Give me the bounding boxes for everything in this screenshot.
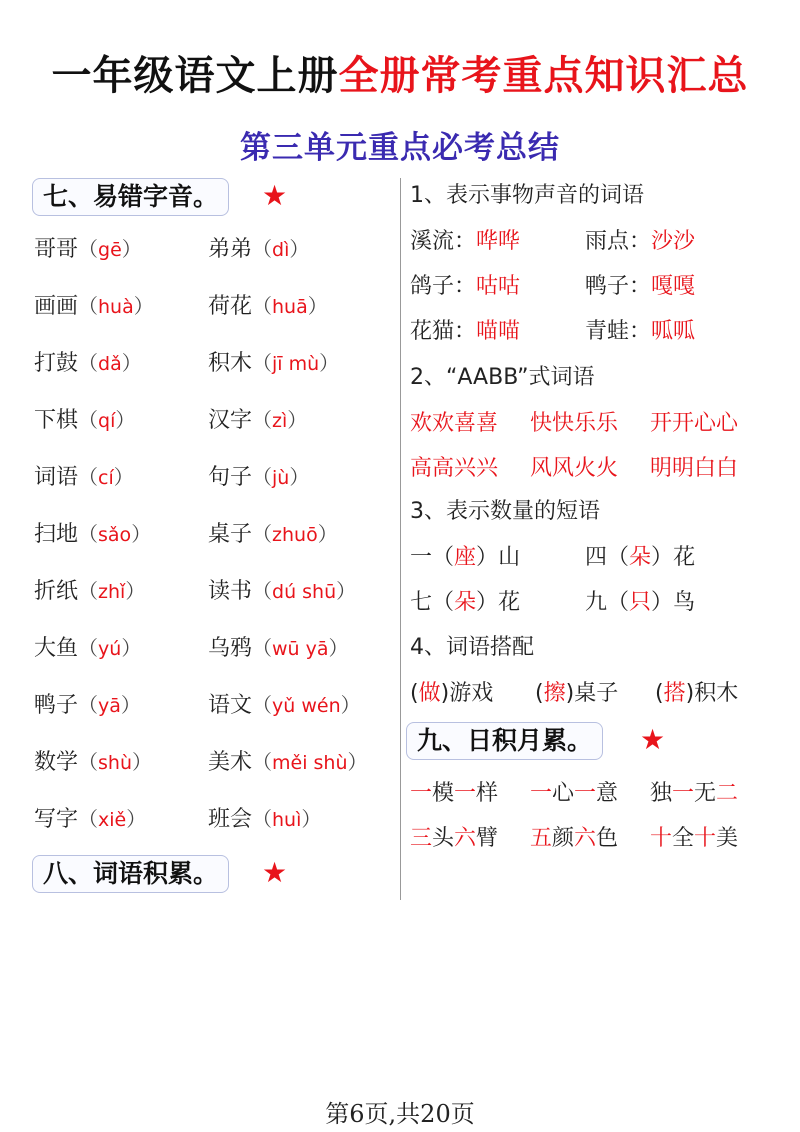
pronunciation-item xyxy=(208,403,307,434)
paren-close: ) xyxy=(565,681,575,706)
paren-open: （ xyxy=(252,579,273,603)
verb: 做 xyxy=(418,681,441,706)
pinyin: huā xyxy=(272,296,308,318)
noun: 游戏 xyxy=(449,681,494,706)
word: 大鱼 xyxy=(34,636,79,661)
idiom-char: 六 xyxy=(574,826,597,851)
word: 鸭子 xyxy=(34,693,79,718)
pronunciation-item xyxy=(34,688,141,719)
paren-close: ） xyxy=(132,750,152,774)
paren-close: ） xyxy=(289,465,310,489)
pinyin: sǎo xyxy=(98,524,132,546)
paren-close: ) xyxy=(685,681,695,706)
pinyin: zì xyxy=(272,410,288,432)
paren-close: ） xyxy=(651,590,674,615)
word: 荷花 xyxy=(208,294,253,319)
noun: 桌子 xyxy=(574,681,619,706)
pronunciation-item xyxy=(208,289,328,320)
pinyin: zhǐ xyxy=(98,581,126,603)
pronunciation-item xyxy=(34,802,146,833)
word: 语文 xyxy=(208,693,253,718)
idiom xyxy=(530,776,618,807)
paren-open: （ xyxy=(78,237,99,261)
pinyin: xiě xyxy=(98,809,127,831)
paren-open: （ xyxy=(252,408,273,432)
sound-label: 鸽子： xyxy=(410,274,477,299)
word: 汉字 xyxy=(208,408,253,433)
idiom-char: 一 xyxy=(672,781,695,806)
title-black-part: 一年级语文上册 xyxy=(51,53,339,99)
verb: 擦 xyxy=(543,681,566,706)
column-divider xyxy=(400,178,401,900)
sound-label: 雨点： xyxy=(585,229,652,254)
quantity-phrase xyxy=(410,585,520,616)
paren-open: （ xyxy=(432,590,455,615)
noun: 花 xyxy=(673,545,696,570)
paren-close: ） xyxy=(307,294,328,318)
idiom-char: 美 xyxy=(716,826,739,851)
pronunciation-item xyxy=(34,574,145,605)
pinyin: huì xyxy=(272,809,302,831)
pinyin: shù xyxy=(98,752,132,774)
idiom-char: 色 xyxy=(596,826,619,851)
verb-noun-pair xyxy=(535,676,618,707)
numeral: 九 xyxy=(585,590,608,615)
paren-close: ） xyxy=(319,351,340,375)
noun: 花 xyxy=(498,590,521,615)
word: 班会 xyxy=(208,807,253,832)
pinyin: qí xyxy=(98,410,116,432)
verb-noun-pair xyxy=(410,676,493,707)
pinyin: yǔ wén xyxy=(272,695,341,717)
word: 句子 xyxy=(208,465,253,490)
sound-value: 嘎嘎 xyxy=(651,274,696,299)
pronunciation-item xyxy=(208,574,356,605)
paren-open: （ xyxy=(78,807,99,831)
word: 数学 xyxy=(34,750,79,775)
sound-label: 溪流： xyxy=(410,229,477,254)
verb-noun-pair xyxy=(655,676,738,707)
paren-close: ） xyxy=(476,545,499,570)
q4-title: 4、词语搭配 xyxy=(410,635,534,660)
paren-open: ( xyxy=(535,681,544,706)
pinyin: wū yā xyxy=(272,638,329,660)
sound-label: 鸭子： xyxy=(585,274,652,299)
pronunciation-item xyxy=(34,460,134,491)
sound-word-pair xyxy=(410,314,520,345)
aabb-word: 风风火火 xyxy=(530,456,619,481)
paren-open: （ xyxy=(78,693,99,717)
idiom-char: 全 xyxy=(672,826,695,851)
pronunciation-item xyxy=(208,688,361,719)
paren-open: （ xyxy=(78,351,99,375)
word: 读书 xyxy=(208,579,253,604)
paren-open: （ xyxy=(252,465,273,489)
paren-close: ） xyxy=(476,590,499,615)
sound-word-pair xyxy=(410,224,520,255)
section7-heading: 七、易错字音。 xyxy=(32,178,229,216)
title-red-part: 全册常考重点知识汇总 xyxy=(338,53,749,99)
idiom-char: 十 xyxy=(694,826,717,851)
section7-star-icon: ★ xyxy=(262,179,288,212)
quantity-phrase xyxy=(585,585,695,616)
verb: 搭 xyxy=(663,681,686,706)
paren-open: ( xyxy=(655,681,664,706)
idiom-char: 一 xyxy=(530,781,553,806)
numeral: 四 xyxy=(585,545,608,570)
q2-title: 2、“AABB”式词语 xyxy=(410,365,595,390)
sound-label: 青蛙： xyxy=(585,319,652,344)
word: 写字 xyxy=(34,807,79,832)
paren-close: ） xyxy=(121,237,142,261)
numeral: 七 xyxy=(410,590,433,615)
pronunciation-item xyxy=(208,460,309,491)
word: 下棋 xyxy=(34,408,79,433)
idiom-char: 臂 xyxy=(476,826,499,851)
section9-star-icon: ★ xyxy=(640,723,666,756)
idiom-char: 二 xyxy=(716,781,739,806)
pronunciation-item xyxy=(34,403,135,434)
paren-close: ） xyxy=(287,408,308,432)
pronunciation-item xyxy=(208,517,338,548)
paren-close: ） xyxy=(125,579,146,603)
pronunciation-item xyxy=(208,346,339,377)
word: 画画 xyxy=(34,294,79,319)
page-footer: 第6页,共20页 xyxy=(325,1100,475,1128)
paren-close: ） xyxy=(317,522,338,546)
aabb-word: 快快乐乐 xyxy=(530,411,619,436)
paren-open: （ xyxy=(252,351,273,375)
idiom-char: 无 xyxy=(694,781,717,806)
sound-word-pair xyxy=(410,269,520,300)
quantity-phrase xyxy=(585,540,695,571)
pinyin: dú shū xyxy=(272,581,337,603)
sound-value: 喵喵 xyxy=(476,319,521,344)
paren-open: （ xyxy=(252,237,273,261)
pronunciation-item xyxy=(34,346,142,377)
paren-open: （ xyxy=(607,590,630,615)
idiom-char: 五 xyxy=(530,826,553,851)
pinyin: dì xyxy=(272,239,290,261)
idiom xyxy=(650,821,738,852)
paren-close: ） xyxy=(131,522,152,546)
pronunciation-item xyxy=(34,517,151,548)
paren-close: ） xyxy=(126,807,147,831)
word: 积木 xyxy=(208,351,253,376)
pinyin: měi shù xyxy=(272,752,348,774)
noun: 鸟 xyxy=(673,590,696,615)
paren-open: （ xyxy=(78,294,99,318)
pronunciation-item xyxy=(34,232,142,263)
aabb-word: 欢欢喜喜 xyxy=(410,411,499,436)
idiom-char: 六 xyxy=(454,826,477,851)
pinyin: yā xyxy=(98,695,121,717)
idiom xyxy=(530,821,618,852)
paren-close: ） xyxy=(121,351,142,375)
paren-close: ） xyxy=(347,750,368,774)
word: 乌鸦 xyxy=(208,636,253,661)
paren-open: （ xyxy=(252,750,273,774)
paren-open: （ xyxy=(252,522,273,546)
pinyin: dǎ xyxy=(98,353,122,375)
measure-word: 朵 xyxy=(454,590,477,615)
idiom-char: 样 xyxy=(476,781,499,806)
paren-close: ） xyxy=(289,237,310,261)
noun: 山 xyxy=(498,545,521,570)
idiom-char: 一 xyxy=(574,781,597,806)
paren-open: （ xyxy=(78,522,99,546)
word: 折纸 xyxy=(34,579,79,604)
paren-open: （ xyxy=(78,750,99,774)
page-title xyxy=(0,44,800,101)
sound-word-pair xyxy=(585,269,695,300)
sound-value: 哗哗 xyxy=(476,229,521,254)
paren-close: ） xyxy=(133,294,154,318)
measure-word: 座 xyxy=(454,545,477,570)
word: 打鼓 xyxy=(34,351,79,376)
idiom-char: 颜 xyxy=(552,826,575,851)
sound-word-pair xyxy=(585,314,695,345)
pinyin: jù xyxy=(272,467,290,489)
pronunciation-item xyxy=(208,232,309,263)
numeral: 一 xyxy=(410,545,433,570)
paren-open: （ xyxy=(252,636,273,660)
paren-open: （ xyxy=(78,636,99,660)
word: 扫地 xyxy=(34,522,79,547)
idiom-char: 三 xyxy=(410,826,433,851)
idiom-char: 模 xyxy=(432,781,455,806)
paren-open: （ xyxy=(78,465,99,489)
q1-title: 1、表示事物声音的词语 xyxy=(410,183,644,208)
paren-close: ） xyxy=(328,636,349,660)
paren-close: ） xyxy=(651,545,674,570)
pinyin: gē xyxy=(98,239,122,261)
pronunciation-item xyxy=(34,745,152,776)
pronunciation-item xyxy=(34,289,154,320)
measure-word: 只 xyxy=(629,590,652,615)
aabb-word: 开开心心 xyxy=(650,411,739,436)
pronunciation-item xyxy=(208,802,321,833)
idiom xyxy=(410,776,498,807)
paren-close: ） xyxy=(115,408,136,432)
sound-value: 呱呱 xyxy=(651,319,696,344)
paren-open: （ xyxy=(252,693,273,717)
idiom-char: 一 xyxy=(410,781,433,806)
word: 哥哥 xyxy=(34,237,79,262)
paren-close: ） xyxy=(120,693,141,717)
paren-close: ） xyxy=(301,807,322,831)
measure-word: 朵 xyxy=(629,545,652,570)
pronunciation-item xyxy=(208,631,349,662)
pinyin: cí xyxy=(98,467,114,489)
paren-close: ） xyxy=(121,636,142,660)
section9-heading: 九、日积月累。 xyxy=(406,722,603,760)
paren-open: （ xyxy=(252,294,273,318)
paren-close: ） xyxy=(336,579,357,603)
idiom-char: 意 xyxy=(596,781,619,806)
idiom xyxy=(650,776,738,807)
quantity-phrase xyxy=(410,540,520,571)
paren-open: ( xyxy=(410,681,419,706)
idiom-char: 十 xyxy=(650,826,673,851)
paren-close: ) xyxy=(440,681,450,706)
word: 词语 xyxy=(34,465,79,490)
aabb-word: 高高兴兴 xyxy=(410,456,499,481)
sound-value: 沙沙 xyxy=(651,229,696,254)
pinyin: jī mù xyxy=(272,353,320,375)
word: 弟弟 xyxy=(208,237,253,262)
idiom-char: 独 xyxy=(650,781,673,806)
sound-value: 咕咕 xyxy=(476,274,521,299)
paren-open: （ xyxy=(78,579,99,603)
section8-heading: 八、词语积累。 xyxy=(32,855,229,893)
idiom-char: 头 xyxy=(432,826,455,851)
section8-star-icon: ★ xyxy=(262,856,288,889)
aabb-word: 明明白白 xyxy=(650,456,739,481)
pinyin: zhuō xyxy=(272,524,318,546)
page-subtitle: 第三单元重点必考总结 xyxy=(240,130,560,166)
paren-open: （ xyxy=(432,545,455,570)
pinyin: huà xyxy=(98,296,134,318)
paren-open: （ xyxy=(78,408,99,432)
paren-open: （ xyxy=(607,545,630,570)
idiom-char: 一 xyxy=(454,781,477,806)
noun: 积木 xyxy=(694,681,739,706)
idiom xyxy=(410,821,498,852)
paren-open: （ xyxy=(252,807,273,831)
q3-title: 3、表示数量的短语 xyxy=(410,499,600,524)
word: 美术 xyxy=(208,750,253,775)
pronunciation-item xyxy=(34,631,141,662)
paren-close: ） xyxy=(340,693,361,717)
sound-label: 花猫： xyxy=(410,319,477,344)
idiom-char: 心 xyxy=(552,781,575,806)
pronunciation-item xyxy=(208,745,368,776)
paren-close: ） xyxy=(113,465,134,489)
word: 桌子 xyxy=(208,522,253,547)
sound-word-pair xyxy=(585,224,695,255)
pinyin: yú xyxy=(98,638,122,660)
